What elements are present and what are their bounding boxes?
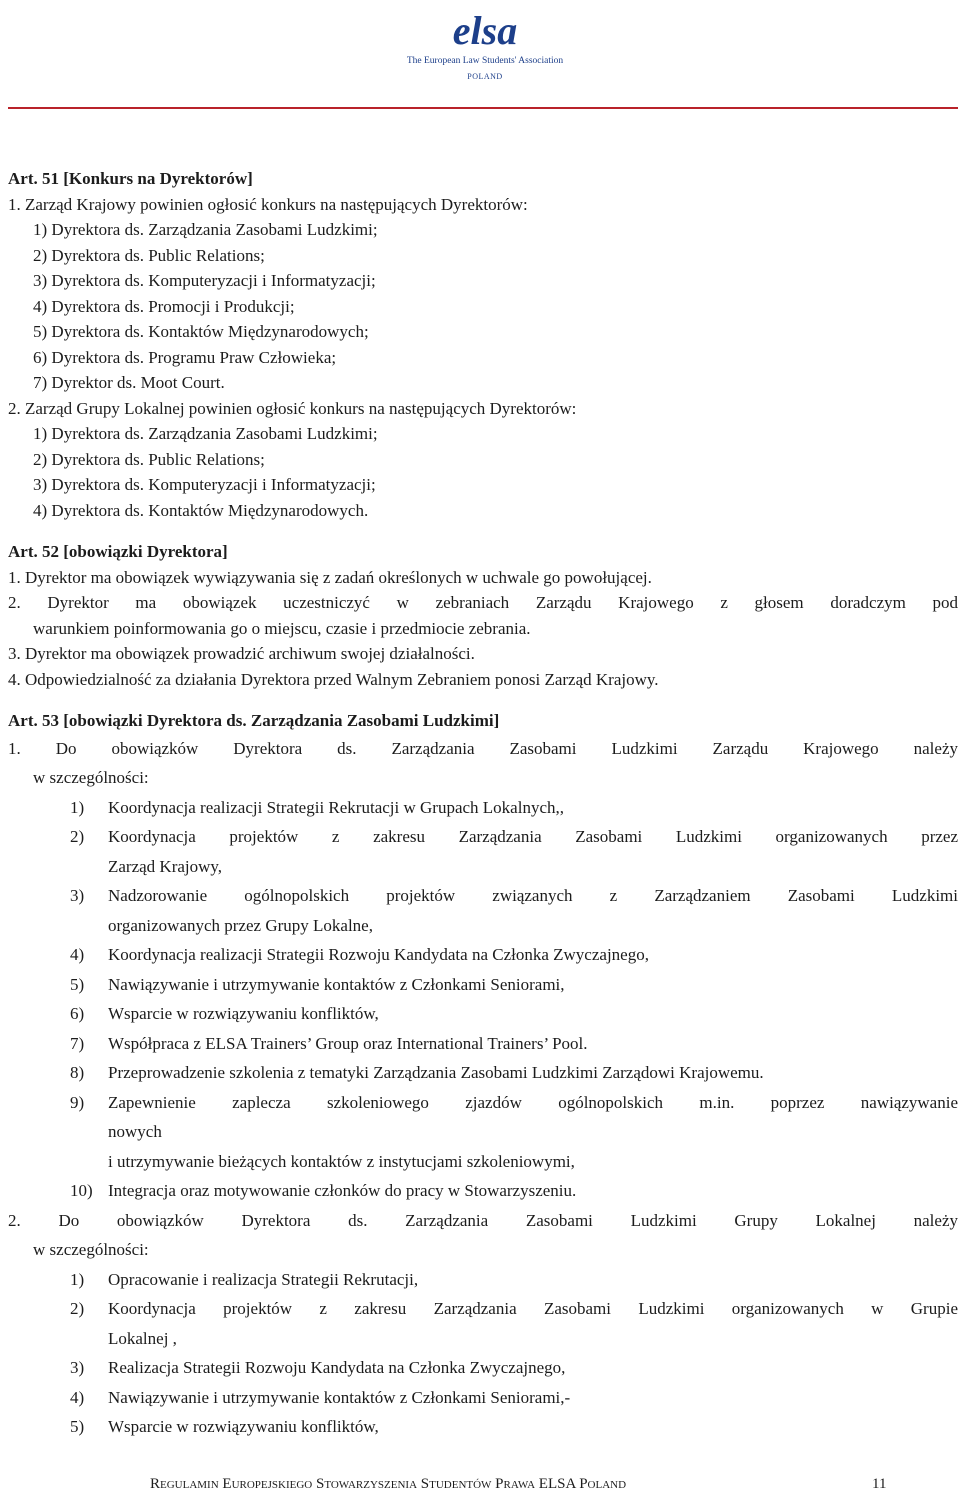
list-item-number: 5): [70, 974, 85, 994]
list-item-text: organizowanych przez Grupy Lokalne,: [108, 915, 373, 935]
list-item: 2) Dyrektora ds. Public Relations;: [33, 449, 265, 469]
list-item-text: nowych: [108, 1122, 162, 1141]
article-52-para-2-cont: warunkiem poinformowania go o miejscu, czasie i przedmiocie zebrania.: [33, 618, 531, 638]
list-item-text: Zarząd Krajowy,: [108, 856, 223, 876]
list-item: [8, 1088, 958, 1118]
list-item-number: 10): [70, 1181, 93, 1200]
article-53-title: Art. 53 [obowiązki Dyrektora ds. Zarządzania Zasobami Ludzkimi]: [8, 711, 500, 730]
list-item-number: 7): [70, 1033, 85, 1053]
list-item-text: Wsparcie w rozwiązywaniu konfliktów,: [108, 1417, 379, 1436]
list-item: 4) Dyrektora ds. Promocji i Produkcji;: [33, 296, 295, 316]
list-item-number: 2): [70, 827, 85, 846]
list-item-number: 3): [70, 886, 85, 905]
article-52-para-2: 2. Dyrektor ma obowiązek uczestniczyć w zebraniach Zarządu Krajowego z głosem doradczym pod: [8, 593, 958, 612]
list-item: [8, 1353, 958, 1383]
list-item: [8, 1383, 958, 1413]
article-53-para-1: 1. Do obowiązków Dyrektora ds. Zarządzania Zasobami Ludzkimi Zarządu Krajowego należy: [8, 738, 958, 758]
list-item: [8, 1058, 958, 1088]
list-item-text: Zapewnienie zaplecza szkoleniowego zjazdów ogólnopolskich m.in. poprzez nawiązywanie: [108, 1092, 958, 1112]
list-item-cont: [8, 852, 958, 882]
list-item-text: Wsparcie w rozwiązywaniu konfliktów,: [108, 1004, 379, 1023]
list-item-number: 1): [70, 1269, 85, 1289]
list-item: 4) Dyrektora ds. Kontaktów Międzynarodowych.: [33, 500, 369, 520]
page-number: 11: [872, 1476, 887, 1492]
list-item-text: Realizacja Strategii Rozwoju Kandydata na Członka Zwyczajnego,: [108, 1358, 566, 1377]
list-item-number: 4): [70, 945, 85, 964]
list-item: 3) Dyrektora ds. Komputeryzacji i Informatyzacji;: [33, 271, 376, 290]
list-item-number: 8): [70, 1063, 85, 1082]
list-item-text: Nadzorowanie ogólnopolskich projektów związanych z Zarządzaniem Zasobami Ludzkimi: [108, 886, 958, 905]
list-item-text: i utrzymywanie bieżących kontaktów z instytucjami szkoleniowymi,: [108, 1151, 575, 1171]
footer-title: Regulamin Europejskiego Stowarzyszenia Studentów Prawa ELSA Poland: [150, 1476, 627, 1492]
list-item-number: 5): [70, 1417, 85, 1436]
list-item: 7) Dyrektor ds. Moot Court.: [33, 373, 225, 392]
list-item: 6) Dyrektora ds. Programu Praw Człowieka;: [33, 347, 337, 367]
list-item: [8, 793, 958, 823]
elsa-logo: [405, 8, 565, 88]
list-item: [8, 999, 958, 1029]
article-52-para-4: 4. Odpowiedzialność za działania Dyrektora przed Walnym Zebraniem ponosi Zarząd Krajowy.: [8, 669, 659, 689]
article-52-para-3: 3. Dyrektor ma obowiązek prowadzić archiwum swojej działalności.: [8, 644, 475, 663]
article-52-para-1: 1. Dyrektor ma obowiązek wywiązywania się z zadań określonych w uchwale go powołującej.: [8, 567, 652, 587]
list-item-number: 9): [70, 1092, 85, 1112]
list-item: 1) Dyrektora ds. Zarządzania Zasobami Ludzkimi;: [33, 424, 378, 443]
list-item-text: Koordynacja realizacji Strategii Rekrutacji w Grupach Lokalnych,,: [108, 797, 564, 817]
article-52-title: Art. 52 [obowiązki Dyrektora]: [8, 542, 228, 561]
list-item-cont: [8, 1147, 958, 1177]
list-item: 3) Dyrektora ds. Komputeryzacji i Informatyzacji;: [33, 475, 376, 494]
list-item-text: Opracowanie i realizacja Strategii Rekrutacji,: [108, 1269, 419, 1289]
list-item-number: 3): [70, 1358, 85, 1377]
list-item-text: Przeprowadzenie szkolenia z tematyki Zarządzania Zasobami Ludzkimi Zarządowi Krajowemu.: [108, 1063, 764, 1082]
article-53-para-2-cont: w szczególności:: [33, 1240, 149, 1259]
list-item: [8, 1412, 958, 1442]
logo-wordmark: elsa: [452, 8, 518, 53]
elsa-logo-icon: [440, 8, 530, 56]
list-item: [8, 822, 958, 852]
list-item: 1) Dyrektora ds. Zarządzania Zasobami Ludzkimi;: [33, 220, 378, 239]
list-item: [8, 881, 958, 911]
list-item-number: 4): [70, 1387, 85, 1407]
list-item: [8, 940, 958, 970]
list-item-text: Współpraca z ELSA Trainers’ Group oraz International Trainers’ Pool.: [108, 1033, 588, 1053]
list-item-number: 2): [70, 1299, 85, 1318]
list-item-text: Koordynacja projektów z zakresu Zarządzania Zasobami Ludzkimi organizowanych przez: [108, 827, 958, 846]
article-53-para-1-cont: w szczególności:: [33, 768, 149, 787]
list-item-number: 6): [70, 1004, 85, 1023]
article-51-para-2: 2. Zarząd Grupy Lokalnej powinien ogłosić konkurs na następujących Dyrektorów:: [8, 398, 577, 418]
association-name: The European Law Students' Association: [406, 56, 564, 66]
list-item: 2) Dyrektora ds. Public Relations;: [33, 245, 265, 265]
list-item-text: Koordynacja realizacji Strategii Rozwoju Kandydata na Członka Zwyczajnego,: [108, 945, 649, 964]
document-body: [8, 166, 958, 1442]
header-rule: [8, 107, 958, 109]
page-footer: [150, 1476, 890, 1493]
list-item: [8, 1176, 958, 1206]
list-item: [8, 1265, 958, 1295]
list-item-cont: [8, 1324, 958, 1354]
list-item-cont: [8, 911, 958, 941]
list-item-text: Koordynacja projektów z zakresu Zarządzania Zasobami Ludzkimi organizowanych w Grupie: [108, 1299, 958, 1318]
list-item-number: 1): [70, 797, 85, 817]
list-item: [8, 1294, 958, 1324]
list-item-text: Nawiązywanie i utrzymywanie kontaktów z Członkami Seniorami,: [108, 974, 565, 994]
list-item-text: Nawiązywanie i utrzymywanie kontaktów z Członkami Seniorami,-: [108, 1387, 571, 1407]
list-item: [8, 970, 958, 1000]
list-item: [8, 1029, 958, 1059]
article-51-para-1: 1. Zarząd Krajowy powinien ogłosić konkurs na następujących Dyrektorów:: [8, 194, 528, 214]
article-51-title: Art. 51 [Konkurs na Dyrektorów]: [8, 169, 253, 188]
list-item: 5) Dyrektora ds. Kontaktów Międzynarodowych;: [33, 322, 369, 341]
article-53-para-2: 2. Do obowiązków Dyrektora ds. Zarządzania Zasobami Ludzkimi Grupy Lokalnej należy: [8, 1210, 958, 1230]
list-item-cont: [8, 1117, 958, 1147]
association-country: POLAND: [467, 72, 503, 81]
list-item-text: Integracja oraz motywowanie członków do pracy w Stowarzyszeniu.: [108, 1181, 577, 1200]
list-item-text: Lokalnej ,: [108, 1328, 177, 1348]
